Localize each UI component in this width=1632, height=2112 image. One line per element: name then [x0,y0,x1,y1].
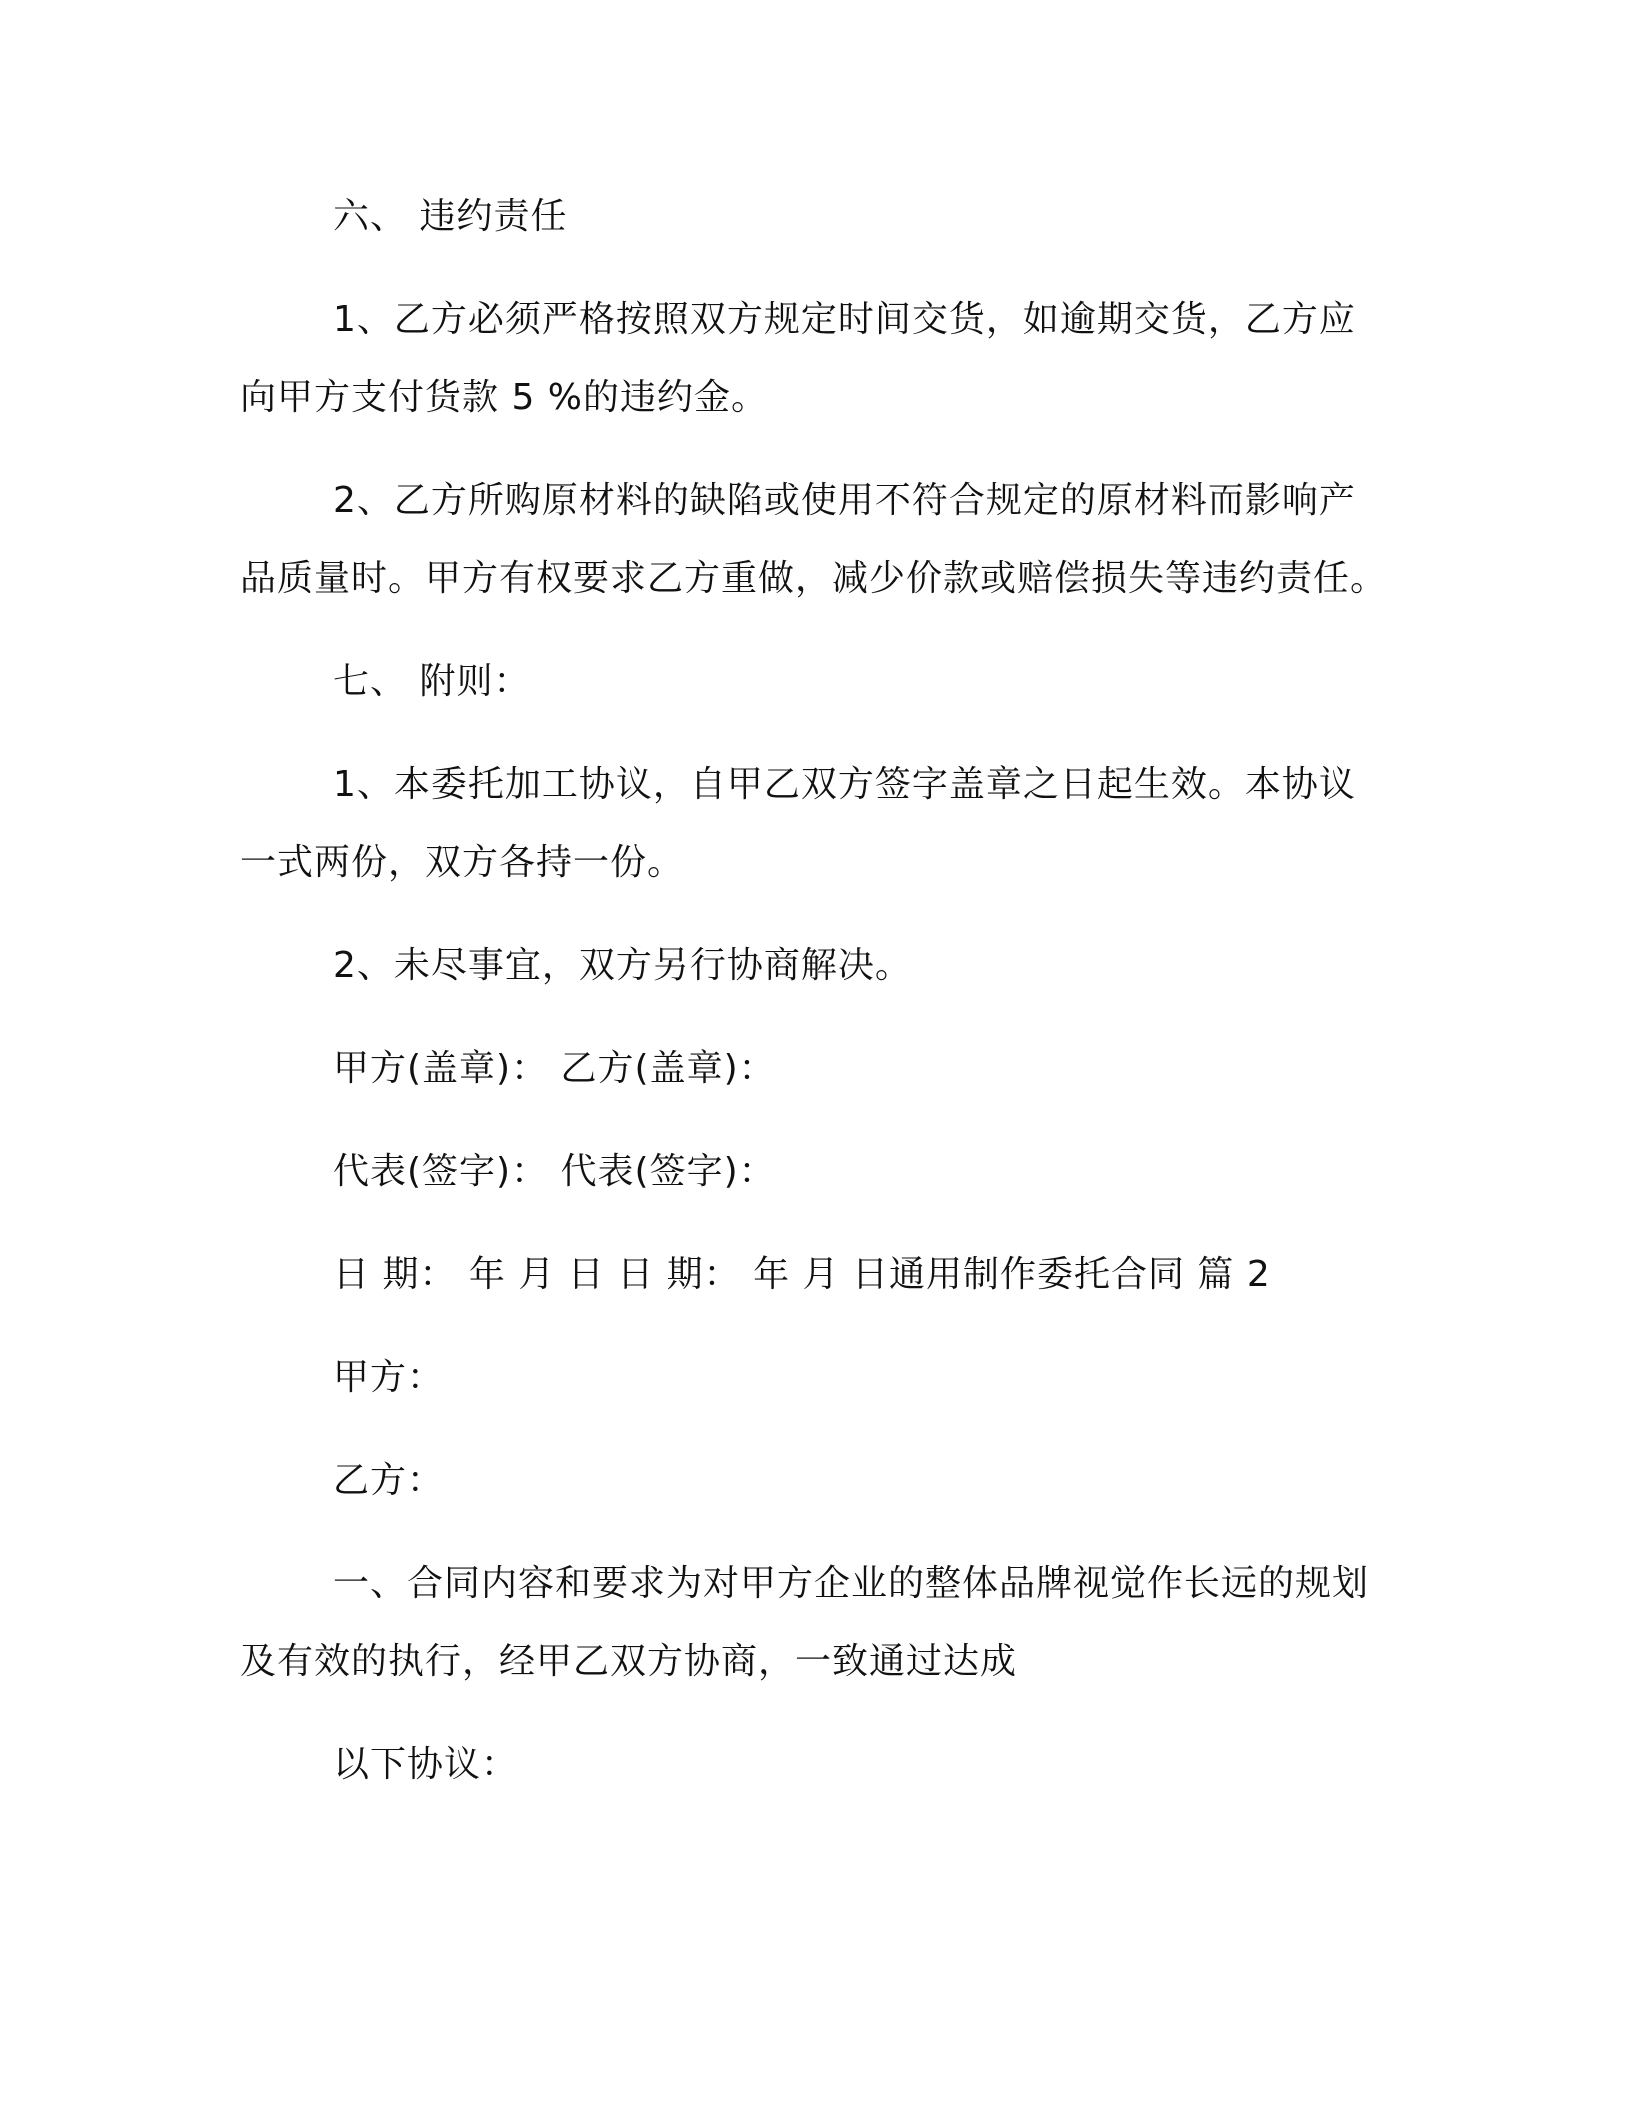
signature-representative-line: 代表(签字)： 代表(签字)： [333,1151,776,1192]
paragraph-line: 一、合同内容和要求为对甲方企业的整体品牌视觉作长远的规划 [333,1563,1370,1604]
signature-seal-line: 甲方(盖章)： 乙方(盖章)： [333,1048,776,1089]
paragraph-line: 以下协议： [333,1744,519,1785]
paragraph-line: 及有效的执行，经甲乙双方协商，一致通过达成 [240,1641,1018,1682]
paragraph-line: 向甲方支付货款 5 %的违约金。 [240,377,768,418]
paragraph-line: 1、本委托加工协议，自甲乙双方签字盖章之日起生效。本协议 [333,764,1356,805]
paragraph-line: 2、未尽事宜，双方另行协商解决。 [333,945,912,986]
paragraph-line: 1、乙方必须严格按照双方规定时间交货，如逾期交货，乙方应 [333,299,1356,340]
party-a-label: 甲方： [333,1357,445,1398]
signature-date-line: 日 期： 年 月 日 日 期： 年 月 日通用制作委托合同 篇 2 [333,1254,1271,1295]
section-heading-breach-liability: 六、 违约责任 [333,196,568,237]
paragraph-line: 2、乙方所购原材料的缺陷或使用不符合规定的原材料而影响产 [333,480,1356,521]
section-heading-appendix: 七、 附则： [333,661,531,702]
paragraph-line: 一式两份，双方各持一份。 [240,842,685,883]
paragraph-line: 品质量时。甲方有权要求乙方重做，减少价款或赔偿损失等违约责任。 [240,558,1388,599]
party-b-label: 乙方： [333,1460,445,1501]
